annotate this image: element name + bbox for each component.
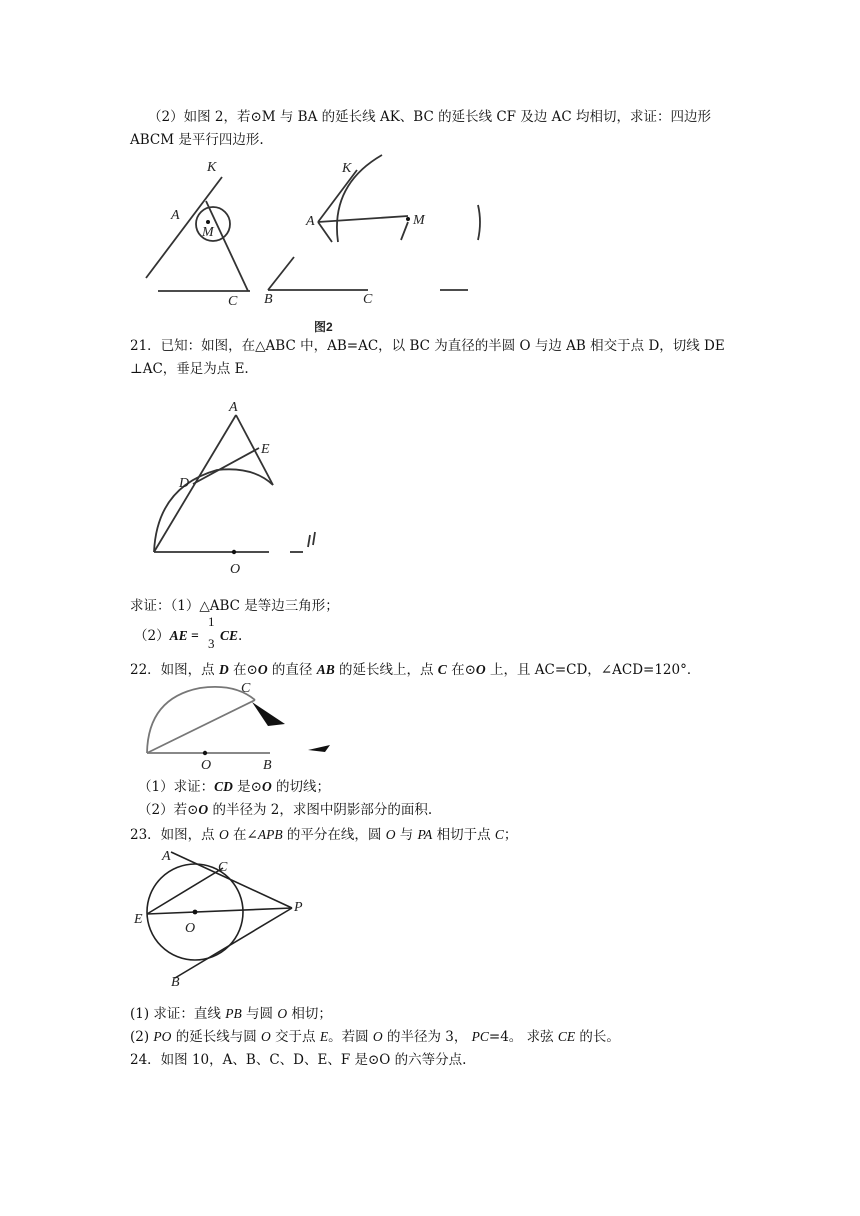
p22-t1: 22．如图，点 bbox=[130, 662, 219, 678]
p22-q1-cd: CD bbox=[214, 779, 233, 794]
label-c: C bbox=[241, 681, 251, 696]
p23-q1-pb: PB bbox=[225, 1006, 242, 1021]
p23-q2-o1: O bbox=[261, 1029, 271, 1044]
p21-q1: 求证：（1）△ABC 是等边三角形； bbox=[130, 598, 339, 614]
chord-ce bbox=[147, 868, 223, 914]
p21-q2-denominator: 3 bbox=[208, 636, 215, 651]
line-mc bbox=[401, 222, 408, 240]
p23-o1: O bbox=[218, 827, 229, 842]
p22-q2b: 的半径为 2，求图中阴影部分的面积. bbox=[208, 802, 433, 818]
p22-q1a: （1）求证： bbox=[138, 779, 215, 795]
shaded-region bbox=[252, 702, 285, 726]
p22-q2a: （2）若⊙ bbox=[138, 802, 199, 818]
p23-c: 的平分在线，圆 bbox=[282, 827, 386, 843]
p22-ab: AB bbox=[316, 662, 335, 677]
p22-q2 bbox=[138, 800, 432, 820]
p22-t5: 在⊙ bbox=[446, 662, 476, 678]
p21-q2-numerator: 1 bbox=[208, 614, 215, 629]
p23-q2g: 的长。 bbox=[575, 1029, 620, 1045]
line-ac bbox=[147, 700, 255, 753]
shaded-fragment bbox=[308, 745, 330, 752]
p23-q2-o2: O bbox=[372, 1029, 383, 1044]
p23-q2-ce: CE bbox=[557, 1029, 576, 1044]
line-am bbox=[318, 216, 408, 222]
p21-figure bbox=[145, 395, 335, 580]
p23-q2e: 的半径为 3， bbox=[382, 1029, 472, 1045]
p23-q1a: (1) 求证：直线 bbox=[130, 1006, 226, 1022]
point-o bbox=[193, 910, 198, 915]
line-pa bbox=[171, 852, 292, 908]
line-ab bbox=[268, 257, 294, 290]
label-c: C bbox=[363, 292, 373, 307]
p22-q1c: 的切线； bbox=[271, 779, 331, 795]
p20-figure-2 bbox=[258, 150, 498, 340]
label-e: E bbox=[261, 442, 270, 457]
semicircle bbox=[147, 687, 255, 753]
p23-o2: O bbox=[385, 827, 396, 842]
p23-q2c: 交于点 bbox=[270, 1029, 320, 1045]
point-o bbox=[232, 550, 236, 554]
label-m: M bbox=[413, 213, 425, 228]
p22-q1b: 是⊙ bbox=[232, 779, 262, 795]
point-m bbox=[206, 220, 210, 224]
p23-q1c: 相切； bbox=[287, 1006, 332, 1022]
p22-o1: O bbox=[257, 662, 268, 677]
p22-statement bbox=[130, 660, 700, 680]
p23-b: 在∠ bbox=[228, 827, 258, 843]
label-a: A bbox=[229, 400, 238, 415]
p22-q1 bbox=[138, 777, 330, 797]
p23-c-point: C bbox=[494, 827, 504, 842]
p23-q1-o: O bbox=[277, 1006, 288, 1021]
p23-q2 bbox=[130, 1027, 620, 1047]
label-a: A bbox=[171, 208, 180, 223]
p22-q1-o: O bbox=[261, 779, 272, 794]
label-e: E bbox=[134, 912, 143, 927]
label-b: B bbox=[263, 758, 272, 773]
p23-q1b: 与圆 bbox=[241, 1006, 278, 1022]
label-p: P bbox=[294, 900, 303, 915]
label-m: M bbox=[202, 225, 214, 240]
label-o: O bbox=[201, 758, 212, 773]
p23-q2d: 。若圆 bbox=[328, 1029, 373, 1045]
p23-apb: APB bbox=[257, 827, 283, 842]
line-pb bbox=[175, 908, 292, 978]
p23-figure bbox=[130, 848, 310, 988]
p23-f: ； bbox=[503, 827, 518, 843]
p21-line1: 21．已知：如图，在△ABC 中，AB=AC，以 BC 为直径的半圆 O 与边 AB 相交于点 D，切线 DE bbox=[130, 338, 725, 354]
tangent-de bbox=[193, 448, 259, 484]
p23-d: 与 bbox=[395, 827, 418, 843]
label-c: C bbox=[218, 860, 228, 875]
p23-statement bbox=[130, 825, 517, 845]
p22-c: C bbox=[437, 662, 447, 677]
p22-t6: 上，且 AC=CD，∠ACD=120°． bbox=[485, 662, 701, 678]
arc-right bbox=[478, 205, 480, 240]
p21-q2-rhs bbox=[220, 626, 242, 646]
line-ac-start bbox=[318, 222, 332, 242]
label-o: O bbox=[185, 921, 196, 936]
p23-q2-pc: PC bbox=[471, 1029, 489, 1044]
label-c: C bbox=[228, 294, 238, 309]
p21-q2-ce: CE bbox=[220, 628, 239, 643]
label-d: D bbox=[179, 476, 190, 491]
p22-figure bbox=[140, 678, 340, 773]
p20-line2: ABCM 是平行四边形. bbox=[130, 132, 264, 148]
p23-q1 bbox=[130, 1004, 332, 1024]
line-pe bbox=[147, 908, 292, 914]
p23-q2-e: E bbox=[319, 1029, 329, 1044]
label-k: K bbox=[207, 160, 217, 175]
point-o bbox=[203, 751, 207, 755]
p22-d: D bbox=[218, 662, 229, 677]
label-a: A bbox=[162, 849, 171, 864]
p21-q2-prefix: （2） bbox=[134, 628, 170, 644]
p23-pa: PA bbox=[417, 827, 433, 842]
label-o: O bbox=[230, 562, 241, 577]
p21-q2 bbox=[134, 626, 199, 646]
p20-line1: （2）如图 2，若⊙M 与 BA 的延长线 AK、BC 的延长线 CF 及边 AC 均相切，求证：四边形 bbox=[148, 109, 712, 125]
p21-q2-lhs: AE = bbox=[169, 628, 199, 643]
label-a: A bbox=[306, 214, 315, 229]
p21-line2: ⊥AC，垂足为点 E. bbox=[130, 361, 249, 377]
p22-q2-o: O bbox=[198, 802, 209, 817]
label-k: K bbox=[342, 161, 352, 176]
p23-q2b: 的延长线与圆 bbox=[171, 1029, 262, 1045]
figure-caption: 图2 bbox=[314, 320, 333, 334]
p23-q2f: =4。 求弦 bbox=[488, 1029, 558, 1045]
semicircle bbox=[154, 469, 273, 552]
p22-t4: 的延长线上，点 bbox=[334, 662, 438, 678]
p23-q2a: (2) bbox=[130, 1029, 154, 1045]
point-m bbox=[406, 217, 410, 221]
p20-figure-1 bbox=[130, 155, 260, 310]
p23-e: 相切于点 bbox=[432, 827, 495, 843]
p21-q2-end: . bbox=[238, 628, 243, 644]
p23-a: 23．如图，点 bbox=[130, 827, 219, 843]
p22-t2: 在⊙ bbox=[228, 662, 258, 678]
p23-q2-po: PO bbox=[153, 1029, 172, 1044]
label-b: B bbox=[171, 975, 180, 988]
p24-line1: 24．如图 10，A、B、C、D、E、F 是⊙O 的六等分点. bbox=[130, 1052, 467, 1068]
fragment-marks bbox=[308, 532, 315, 547]
p22-t3: 的直径 bbox=[267, 662, 317, 678]
p22-o2: O bbox=[475, 662, 486, 677]
label-b: B bbox=[264, 292, 273, 307]
